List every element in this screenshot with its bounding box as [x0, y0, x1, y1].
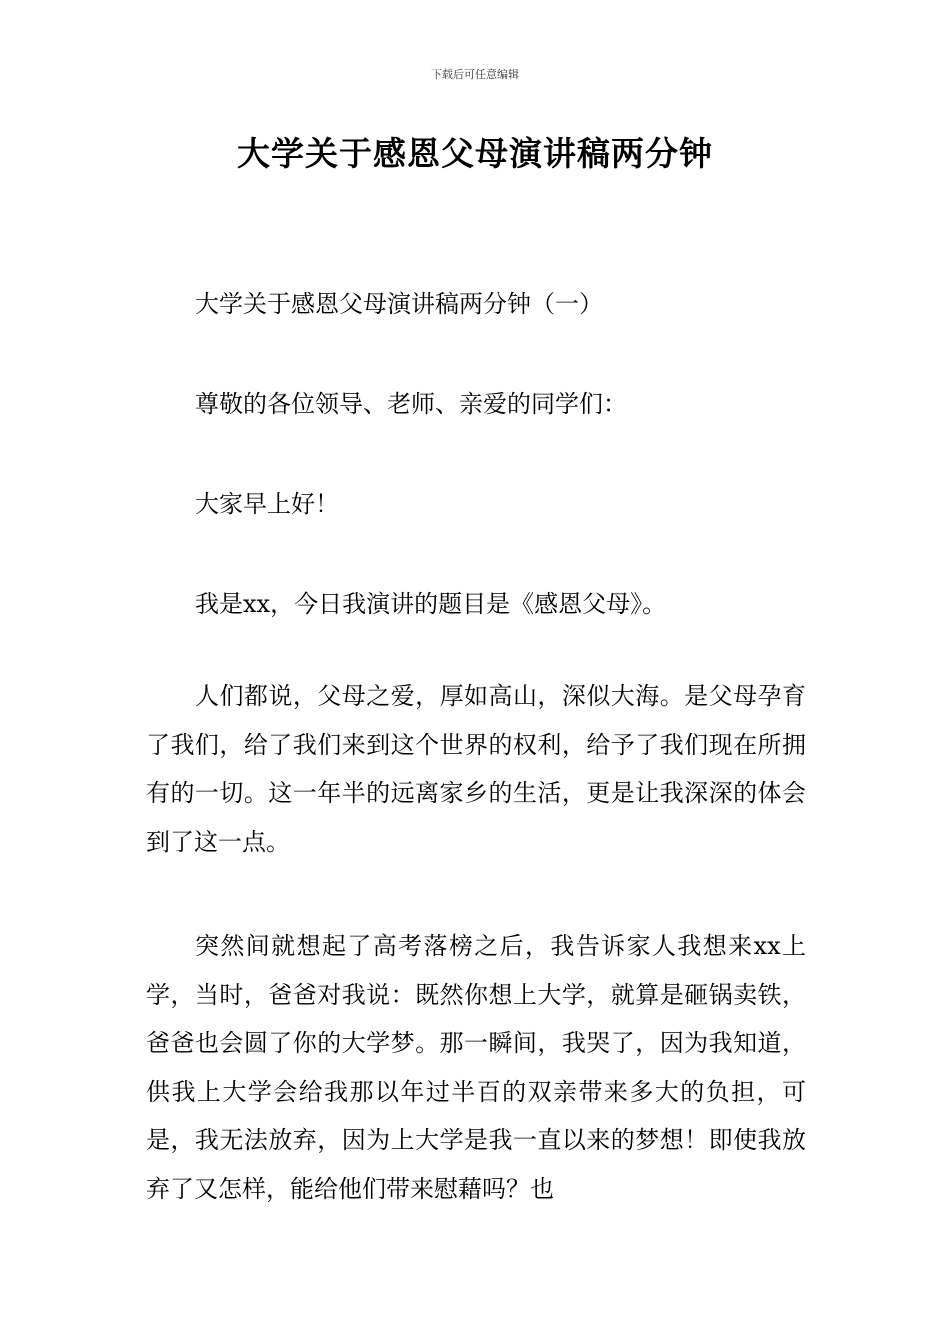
- section-heading: 大学关于感恩父母演讲稿两分钟（一）: [195, 290, 603, 318]
- greeting: 大家早上好！: [195, 490, 339, 518]
- body-paragraph-2: 突然间就想起了高考落榜之后，我告诉家人我想来xx上学，当时，爸爸对我说：既然你想上大学，就算是砸锅卖铁，爸爸也会圆了你的大学梦。那一瞬间，我哭了，因为我知道，供我上大学会给我那以年过半百的双亲带来多大的负担，可是，我无法放弃，因为上大学是我一直以来的梦想！即使我放弃了又怎样，能给他们带来慰藉吗？也: [146, 932, 806, 1203]
- intro-line: 我是xx，今日我演讲的题目是《感恩父母》。: [195, 590, 667, 618]
- salutation: 尊敬的各位领导、老师、亲爱的同学们：: [195, 390, 627, 418]
- header-note: 下载后可任意编辑: [431, 68, 519, 81]
- document-title: 大学关于感恩父母演讲稿两分钟: [237, 134, 713, 173]
- body-paragraph-1: 人们都说，父母之爱，厚如高山，深似大海。是父母孕育了我们，给了我们来到这个世界的权利，给予了我们现在所拥有的一切。这一年半的远离家乡的生活，更是让我深深的体会到了这一点。: [146, 682, 806, 856]
